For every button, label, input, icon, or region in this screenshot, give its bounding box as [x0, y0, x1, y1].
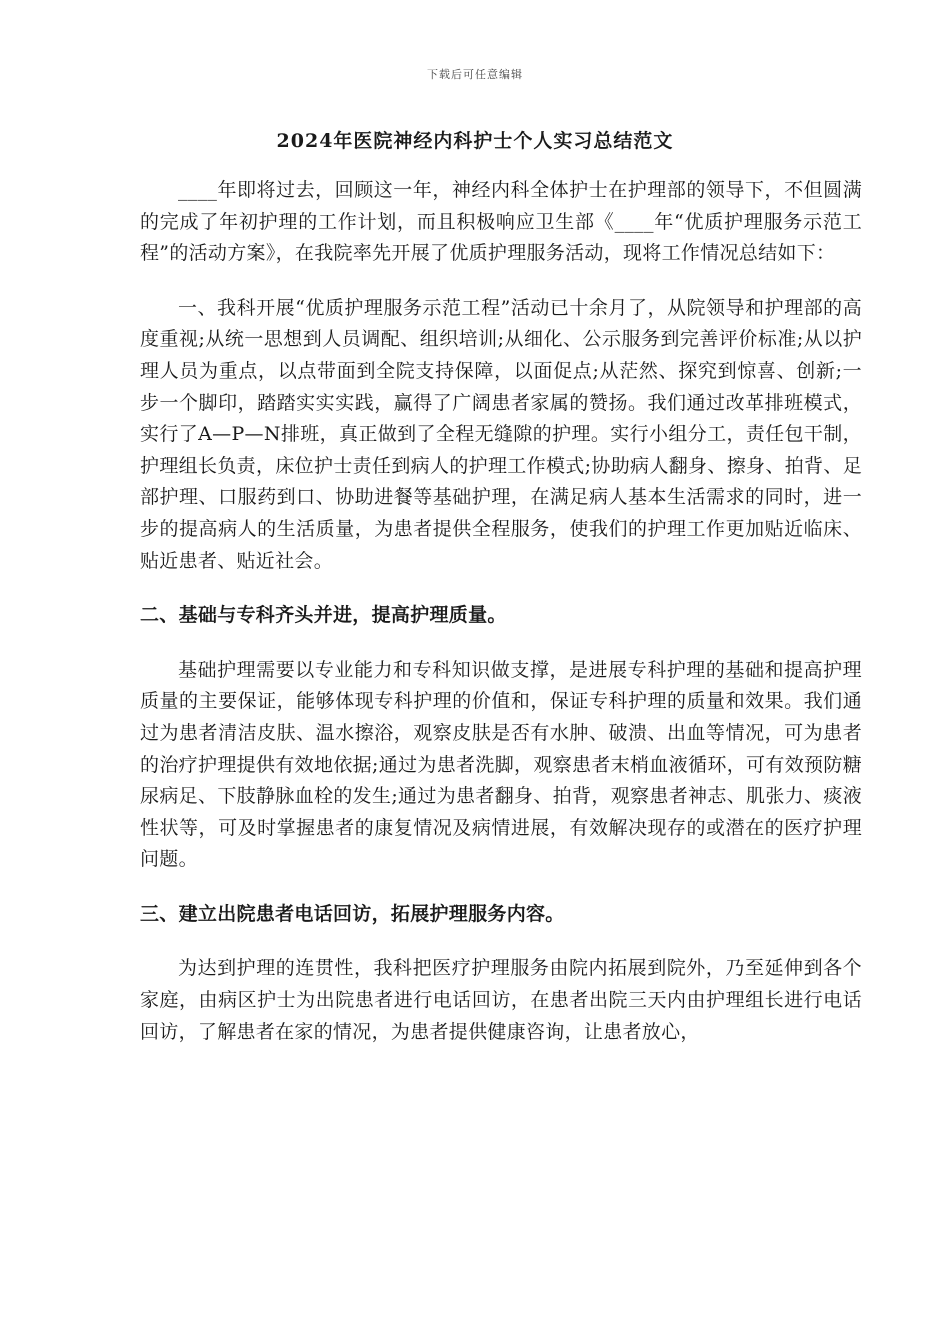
section-3-heading: 三、建立出院患者电话回访，拓展护理服务内容。 [140, 902, 565, 925]
document-body [140, 175, 862, 1048]
section-1-paragraph: 一、我科开展“优质护理服务示范工程”活动已十余月了，从院领导和护理部的高度重视;从统一思想到人员调配、组织培训;从细化、公示服务到完善评价标准;从以护理人员为重点，以点带面到全院支持保障，以面促点;从茫然、探究到惊喜、创新;一步一个脚印，踏踏实实实践，赢得了广阔患者家属的赞扬。我们通过改革排班模式，实行了A—P—N排班，真正做到了全程无缝隙的护理。实行小组分工，责任包干制，护理组长负责，床位护士责任到病人的护理工作模式;协助病人翻身、擦身、拍背、足部护理、口服药到口、协助进餐等基础护理，在满足病人基本生活需求的同时，进一步的提高病人的生活质量，为患者提供全程服务，使我们的护理工作更加贴近临床、贴近患者、贴近社会。 [140, 296, 862, 572]
paragraph-gap [140, 876, 862, 899]
header-note: 下载后可任意编辑 [427, 68, 523, 81]
section-3-paragraph: 为达到护理的连贯性，我科把医疗护理服务由院内拓展到院外，乃至延伸到各个家庭，由病区护士为出院患者进行电话回访，在患者出院三天内由护理组长进行电话回访，了解患者在家的情况，为患者提供健康咨询，让患者放心， [140, 957, 862, 1043]
paragraph-gap [140, 577, 862, 600]
section-2-paragraph: 基础护理需要以专业能力和专科知识做支撑，是进展专科护理的基础和提高护理质量的主要保证，能够体现专科护理的价值和，保证专科护理的质量和效果。我们通过为患者清洁皮肤、温水擦浴，观察皮肤是否有水肿、破溃、出血等情况，可为患者的治疗护理提供有效地依据;通过为患者洗脚，观察患者末梢血液循环，可有效预防糖尿病足、下肢静脉血栓的发生;通过为患者翻身、拍背，观察患者神志、肌张力、痰液性状等，可及时掌握患者的康复情况及病情进展，有效解决现存的或潜在的医疗护理问题。 [140, 658, 862, 871]
paragraph-gap [140, 632, 862, 655]
section-2-heading: 二、基础与专科齐头并进，提高护理质量。 [140, 604, 507, 627]
paragraph-gap [140, 930, 862, 953]
intro-paragraph: ____年即将过去，回顾这一年，神经内科全体护士在护理部的领导下，不但圆满的完成了年初护理的工作计划，而且积极响应卫生部《____年“优质护理服务示范工程”的活动方案》，在我院率先开展了优质护理服务活动，现将工作情况总结如下： [140, 179, 862, 265]
document-title: 2024年医院神经内科护士个人实习总结范文 [276, 130, 674, 152]
paragraph-gap [140, 270, 862, 293]
